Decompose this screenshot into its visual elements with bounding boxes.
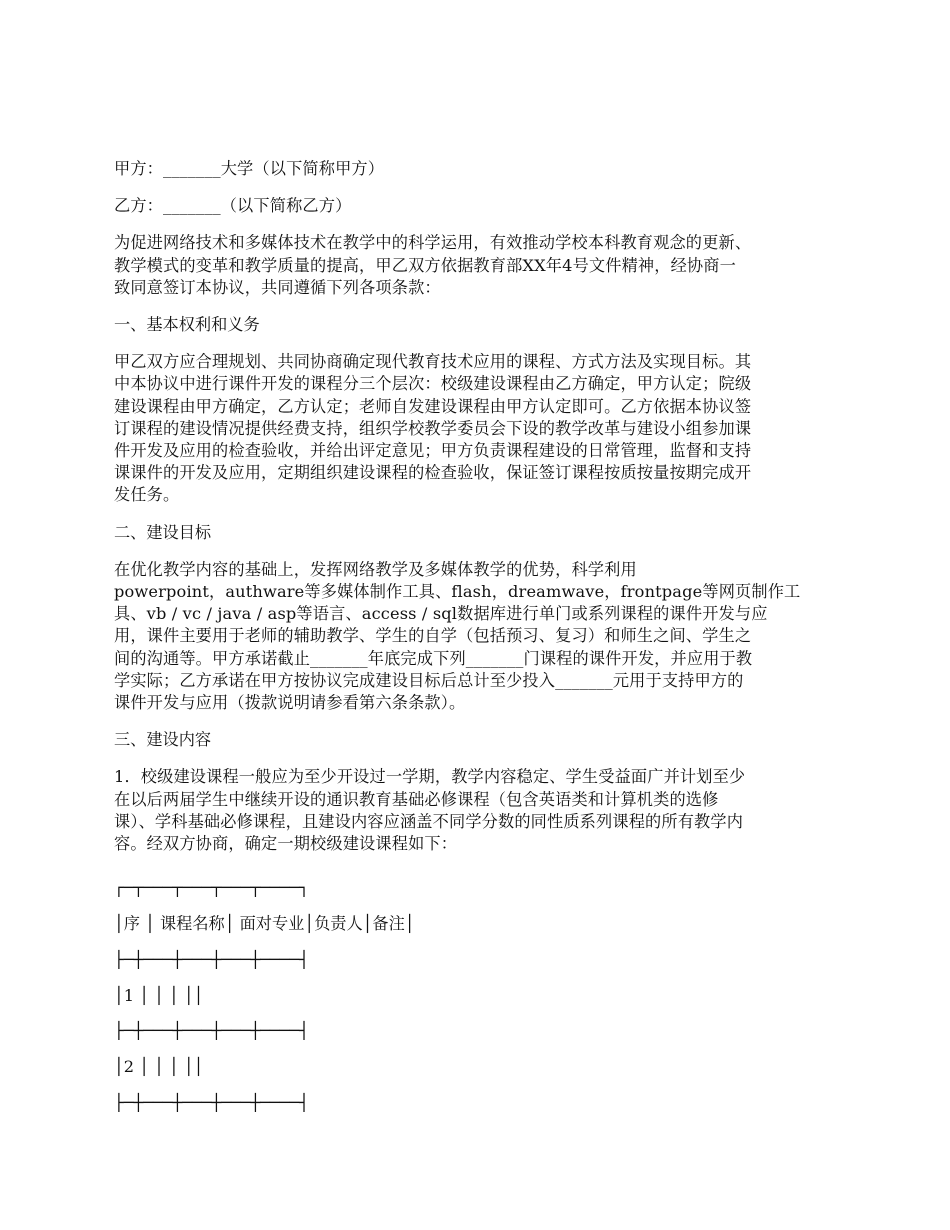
section-3-paragraph [114,766,840,855]
course-table-separator: ├─┼───┼───┼───┼────┤ [114,949,309,969]
section-2-line: 具、vb / vc / java / asp等语言、access / sql数据库进行单门或系列课程的课件开发与应 [114,604,768,624]
section-2-line: 在优化教学内容的基础上，发挥网络教学及多媒体教学的优势，科学利用 [114,559,637,579]
section-1-line: 订课程的建设情况提供经费支持，组织学校教学委员会下设的教学改革与建设小组参加课 [114,418,752,438]
section-1-paragraph [114,351,840,506]
section-2-line: 课件开发与应用（拨款说明请参看第六条条款）。 [114,693,466,713]
course-table-top-border: ┌─┬───┬───┬───┬────┐ [114,878,309,898]
section-3-line: 1．校级建设课程一般应为至少开设过一学期，教学内容稳定、学生受益面广并计划至少 [114,767,746,787]
document-page [114,158,840,1121]
course-table-row-1: │1 │ │ │ ││ [114,985,204,1005]
intro-paragraph [114,232,840,299]
section-1-line: 发任务。 [114,485,180,505]
intro-line: 为促进网络技术和多媒体技术在教学中的科学运用，有效推动学校本科教育观念的更新、 [114,233,752,253]
party-a-line: 甲方：_______大学（以下简称甲方） [114,159,385,178]
section-1-line: 建设课程由甲方确定，乙方认定；老师自发建设课程由甲方认定即可。乙方依据本协议签 [114,396,752,416]
course-table-row-2: │2 │ │ │ ││ [114,1057,204,1077]
section-2-paragraph [114,559,840,714]
course-table-header-row: │序 │ 课程名称│ 面对专业│负责人│备注│ [114,914,415,934]
section-3-title: 三、建设内容 [114,730,212,750]
section-1-line: 课课件的开发及应用，定期组织建设课程的检查验收，保证签订课程按质按量按期完成开 [114,463,752,483]
intro-line: 教学模式的变革和教学质量的提高，甲乙双方依据教育部XX年4号文件精神，经协商一 [114,255,736,275]
course-table-separator: ├─┼───┼───┼───┼────┤ [114,1021,309,1041]
course-table [114,870,840,1121]
section-2-line: powerpoint，authware等多媒体制作工具、flash，dreamwave，frontpage等网页制作工 [114,582,801,602]
intro-line: 致同意签订本协议，共同遵循下列各项条款： [114,277,441,297]
section-2-line: 学实际；乙方承诺在甲方按协议完成建设目标后总计至少投入_______元用于支持甲方的 [114,670,744,690]
section-1-line: 件开发及应用的检查验收，并给出评定意见；甲方负责课程建设的日常管理，监督和支持 [114,441,752,461]
section-2-line: 间的沟通等。甲方承诺截止_______年底完成下列_______门课程的课件开发，并应用于教 [114,648,753,668]
section-2-title: 二、建设目标 [114,522,212,542]
section-1-line: 中本协议中进行课件开发的课程分三个层次：校级建设课程由乙方确定，甲方认定；院级 [114,374,752,394]
section-3-line: 课）、学科基础必修课程，且建设内容应涵盖不同学分数的同性质系列课程的所有教学内 [114,811,744,831]
section-1-line: 甲乙双方应合理规划、共同协商确定现代教育技术应用的课程、方式方法及实现目标。其 [114,352,752,372]
course-table-separator: ├─┼───┼───┼───┼────┤ [114,1093,309,1113]
party-b-line: 乙方：_______（以下简称乙方） [114,196,352,216]
section-3-line: 容。经双方协商，确定一期校级建设课程如下： [114,834,458,854]
section-1-title: 一、基本权利和义务 [114,315,260,335]
section-3-line: 在以后两届学生中继续开设的通识教育基础必修课程（包含英语类和计算机类的选修 [114,789,719,809]
section-2-line: 用，课件主要用于老师的辅助教学、学生的自学（包括预习、复习）和师生之间、学生之 [114,626,752,646]
